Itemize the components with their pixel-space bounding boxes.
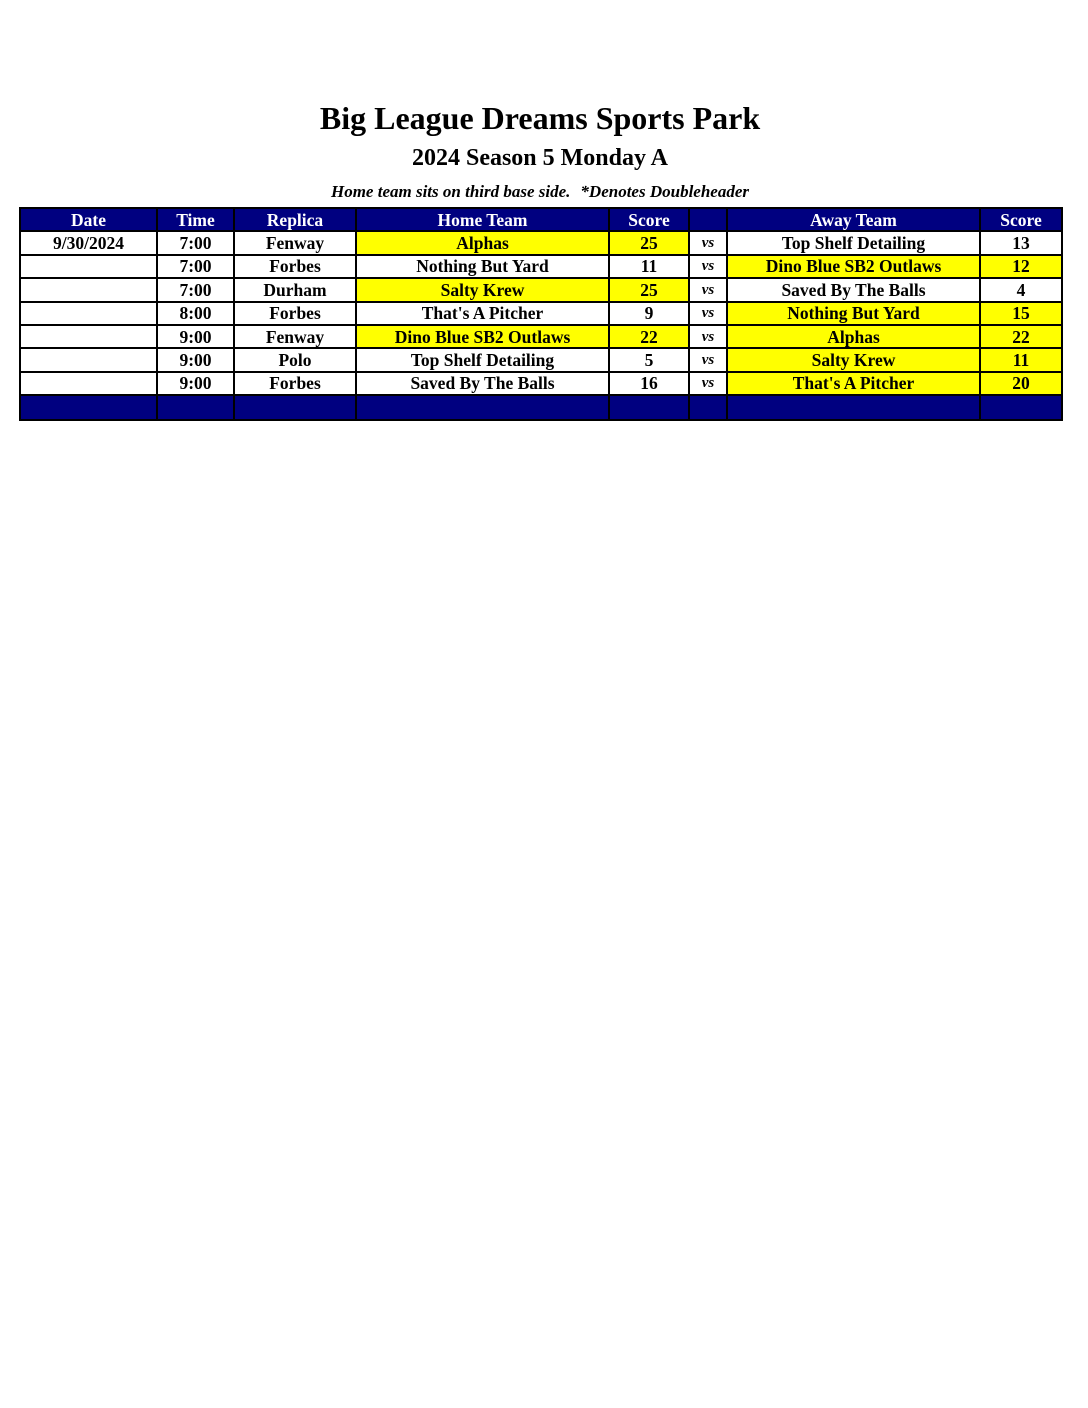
footer-cell xyxy=(20,395,157,420)
table-row xyxy=(20,231,1062,254)
cell-away-team: Saved By The Balls xyxy=(727,278,980,301)
cell-home-team: That's A Pitcher xyxy=(356,302,609,325)
cell-replica: Forbes xyxy=(234,372,356,395)
cell-home-team: Top Shelf Detailing xyxy=(356,348,609,371)
cell-date xyxy=(20,302,157,325)
cell-away-team: Dino Blue SB2 Outlaws xyxy=(727,255,980,278)
footer-cell xyxy=(689,395,727,420)
table-row xyxy=(20,348,1062,371)
cell-time: 9:00 xyxy=(157,348,234,371)
cell-home-score: 11 xyxy=(609,255,689,278)
cell-home-team: Saved By The Balls xyxy=(356,372,609,395)
cell-away-team: Top Shelf Detailing xyxy=(727,231,980,254)
footer-cell xyxy=(356,395,609,420)
cell-home-score: 5 xyxy=(609,348,689,371)
cell-away-score: 22 xyxy=(980,325,1062,348)
footer-cell xyxy=(234,395,356,420)
cell-away-team: Nothing But Yard xyxy=(727,302,980,325)
cell-replica: Polo xyxy=(234,348,356,371)
table-header-row xyxy=(20,208,1062,231)
doubleheader-note: *Denotes Doubleheader xyxy=(580,182,749,201)
cell-home-score: 16 xyxy=(609,372,689,395)
cell-time: 9:00 xyxy=(157,325,234,348)
cell-home-team: Alphas xyxy=(356,231,609,254)
cell-date xyxy=(20,348,157,371)
table-row xyxy=(20,302,1062,325)
cell-date xyxy=(20,278,157,301)
footer-cell xyxy=(157,395,234,420)
cell-away-score: 4 xyxy=(980,278,1062,301)
cell-home-team: Salty Krew xyxy=(356,278,609,301)
schedule-note xyxy=(0,180,1080,204)
col-home-score: Score xyxy=(609,208,689,231)
cell-vs: vs xyxy=(689,231,727,254)
col-time: Time xyxy=(157,208,234,231)
cell-away-team: Salty Krew xyxy=(727,348,980,371)
cell-vs: vs xyxy=(689,348,727,371)
table-row xyxy=(20,255,1062,278)
table-row xyxy=(20,372,1062,395)
cell-away-score: 12 xyxy=(980,255,1062,278)
cell-away-score: 20 xyxy=(980,372,1062,395)
table-footer-row xyxy=(20,395,1062,420)
cell-vs: vs xyxy=(689,255,727,278)
cell-away-score: 15 xyxy=(980,302,1062,325)
cell-away-score: 13 xyxy=(980,231,1062,254)
schedule-table xyxy=(19,207,1063,421)
home-team-note: Home team sits on third base side. xyxy=(330,182,571,201)
cell-replica: Fenway xyxy=(234,231,356,254)
cell-replica: Forbes xyxy=(234,255,356,278)
cell-time: 7:00 xyxy=(157,231,234,254)
col-replica: Replica xyxy=(234,208,356,231)
col-away-score: Score xyxy=(980,208,1062,231)
col-away-team: Away Team xyxy=(727,208,980,231)
footer-cell xyxy=(727,395,980,420)
cell-replica: Fenway xyxy=(234,325,356,348)
table-row xyxy=(20,325,1062,348)
cell-away-score: 11 xyxy=(980,348,1062,371)
col-home-team: Home Team xyxy=(356,208,609,231)
cell-date: 9/30/2024 xyxy=(20,231,157,254)
cell-date xyxy=(20,255,157,278)
cell-vs: vs xyxy=(689,278,727,301)
cell-home-score: 9 xyxy=(609,302,689,325)
col-date: Date xyxy=(20,208,157,231)
cell-replica: Forbes xyxy=(234,302,356,325)
page-title: Big League Dreams Sports Park xyxy=(319,100,761,136)
cell-home-score: 25 xyxy=(609,231,689,254)
cell-vs: vs xyxy=(689,302,727,325)
cell-away-team: Alphas xyxy=(727,325,980,348)
table-row xyxy=(20,278,1062,301)
season-subtitle: 2024 Season 5 Monday A xyxy=(411,145,669,171)
cell-home-score: 25 xyxy=(609,278,689,301)
cell-time: 9:00 xyxy=(157,372,234,395)
footer-cell xyxy=(980,395,1062,420)
footer-cell xyxy=(609,395,689,420)
col-vs xyxy=(689,208,727,231)
cell-replica: Durham xyxy=(234,278,356,301)
cell-vs: vs xyxy=(689,325,727,348)
cell-date xyxy=(20,372,157,395)
cell-time: 7:00 xyxy=(157,278,234,301)
cell-vs: vs xyxy=(689,372,727,395)
cell-home-score: 22 xyxy=(609,325,689,348)
cell-home-team: Nothing But Yard xyxy=(356,255,609,278)
cell-time: 7:00 xyxy=(157,255,234,278)
cell-date xyxy=(20,325,157,348)
cell-away-team: That's A Pitcher xyxy=(727,372,980,395)
cell-home-team: Dino Blue SB2 Outlaws xyxy=(356,325,609,348)
cell-time: 8:00 xyxy=(157,302,234,325)
